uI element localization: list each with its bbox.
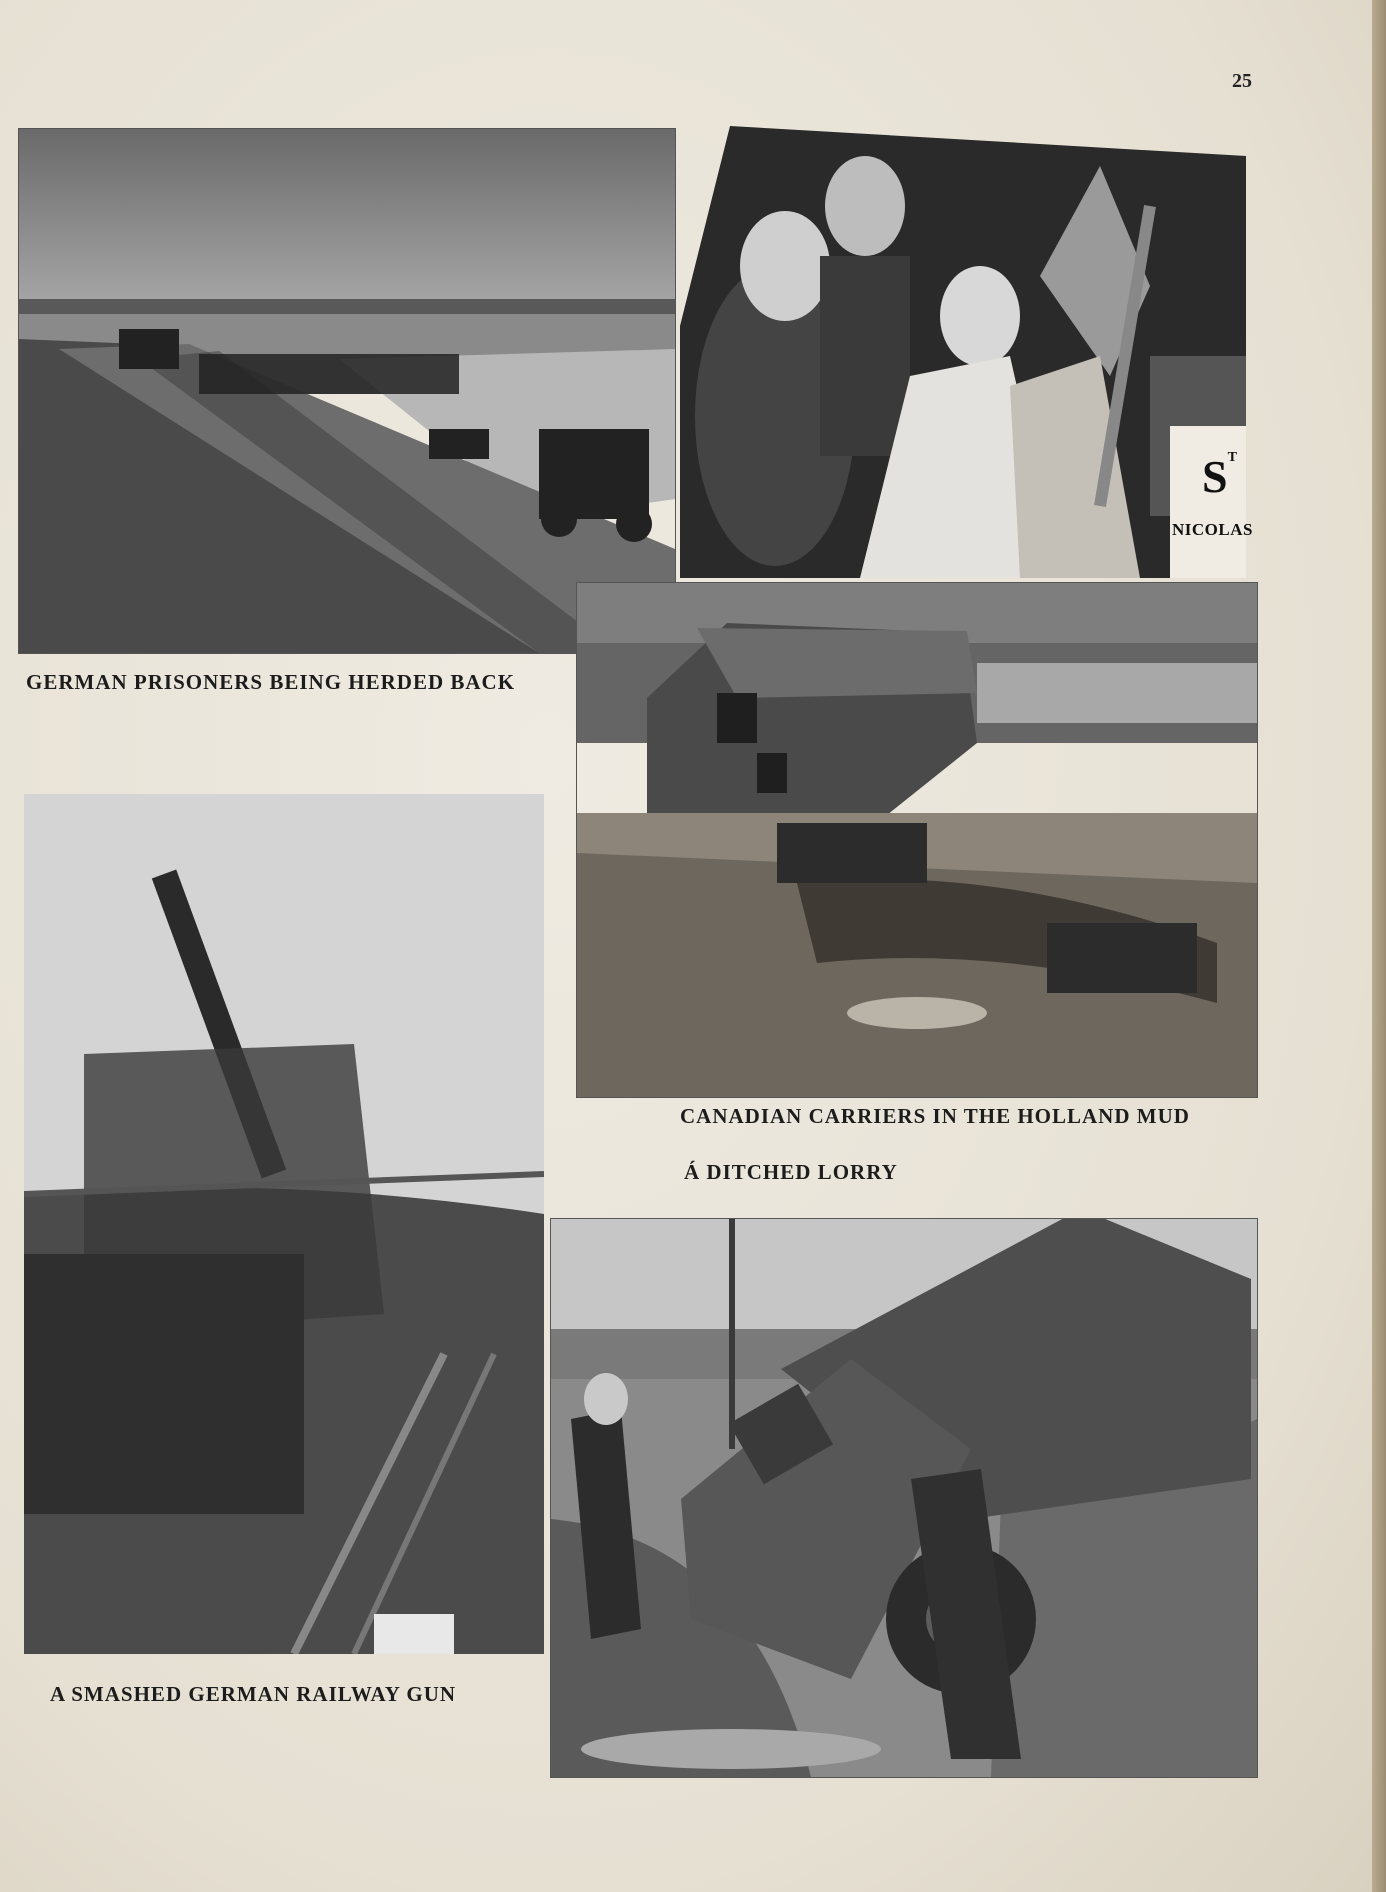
photo-german-prisoners (18, 128, 676, 654)
photo-ditched-lorry (550, 1218, 1258, 1778)
photo-canadian-carriers (576, 582, 1258, 1098)
caption-railway-gun: A SMASHED GERMAN RAILWAY GUN (50, 1682, 457, 1706)
photo-railway-gun (24, 794, 544, 1654)
st-nicolas-name: NICOLAS (1172, 520, 1253, 539)
caption-canadian-carriers: CANADIAN CARRIERS IN THE HOLLAND MUD (680, 1104, 1190, 1128)
page-number: 25 (1232, 70, 1252, 92)
photo-st-nicolas (680, 126, 1246, 578)
page-edge (1372, 0, 1386, 1892)
caption-german-prisoners: GERMAN PRISONERS BEING HERDED BACK (26, 670, 516, 694)
st-nicolas-title: $S^T$ (1202, 450, 1237, 502)
caption-ditched-lorry: Á DITCHED LORRY (684, 1160, 898, 1184)
